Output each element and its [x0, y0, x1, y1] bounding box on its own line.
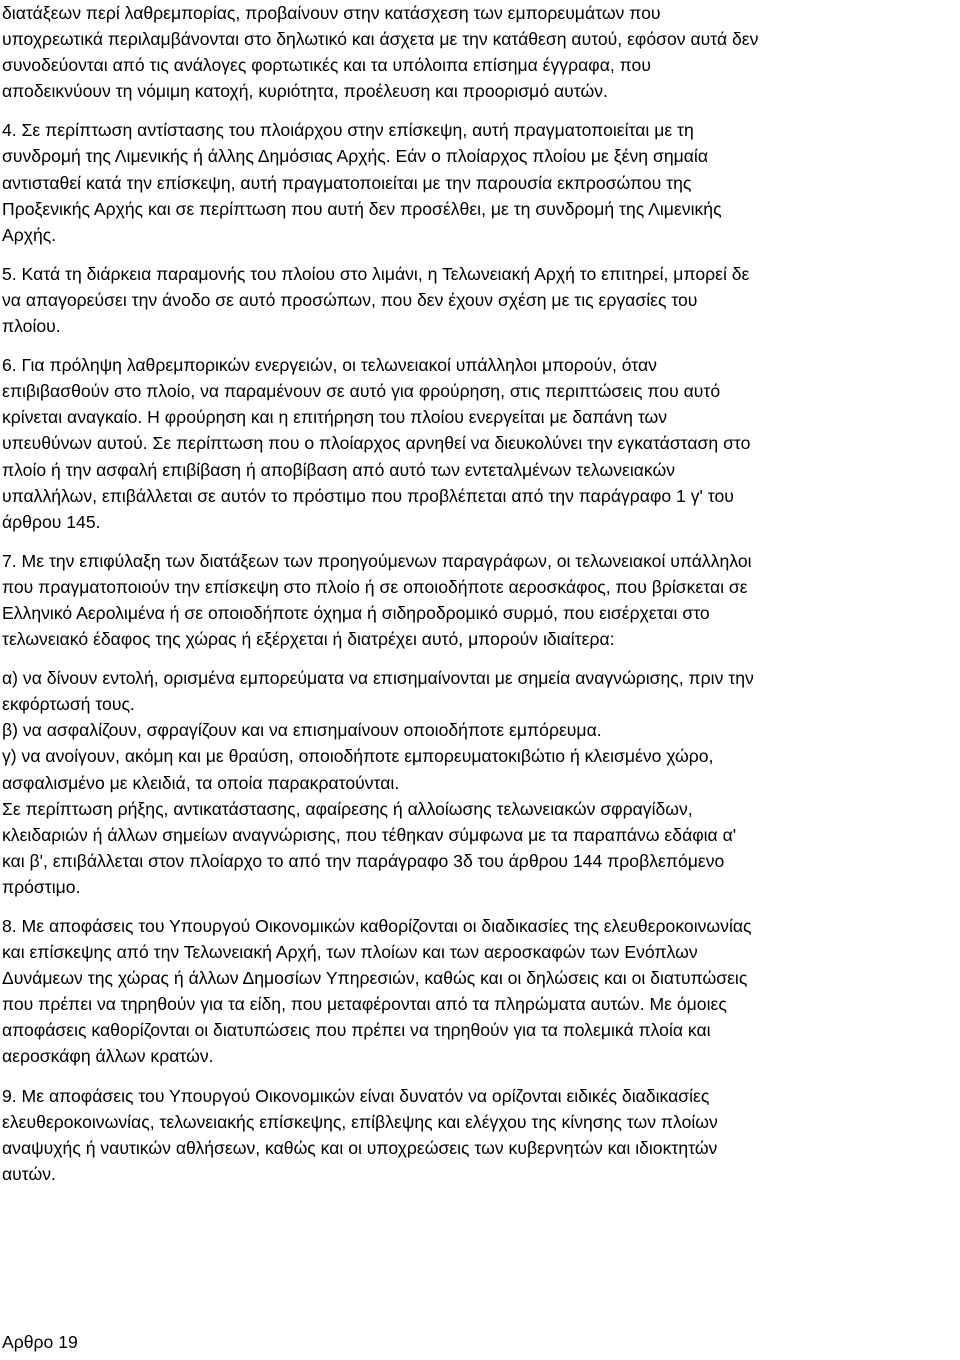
- paragraph-7: 7. Με την επιφύλαξη των διατάξεων των προηγούμενων παραγράφων, οι τελωνειακοί υπάλληλοι που πραγματοποιούν την επίσκεψη στο πλοίο ή σε οποιοδήποτε αεροσκάφος, που βρίσκεται σε Ελληνικό Αερολιμένα ή σε οποιοδήποτε όχημα ή σιδηροδρομικό συρμό, που εισέρχεται στο τελωνειακό έδαφος της χώρας ή εξέρχεται ή διατρέχει αυτό, μπορούν ιδιαίτερα:: [2, 550, 752, 650]
- paragraph-8: 8. Με αποφάσεις του Υπουργού Οικονομικών καθορίζονται οι διαδικασίες της ελευθεροκοινωνίας και επίσκεψης από την Τελωνειακή Αρχή, των πλοίων και των αεροσκαφών των Ενόπλων Δυνάμεων της χώρας ή άλλων Δημοσίων Υπηρεσιών, καθώς και οι δηλώσεις και οι διατυπώσεις που πρέπει να τηρηθούν για τα είδη, που μεταφέρονται από τα πληρώματα αυτών. Με όμοιες αποφάσεις καθορίζονται οι διατυπώσεις που πρέπει να τηρηθούν για τα πολεμικά πλοία και αεροσκάφη άλλων κρατών.: [2, 916, 752, 1067]
- paragraph-gap: [2, 900, 958, 913]
- paragraph-gap: [2, 248, 958, 261]
- document-page: [2, 0, 958, 1352]
- paragraph-gap: [2, 535, 958, 548]
- paragraph-4: 4. Σε περίπτωση αντίστασης του πλοιάρχου στην επίσκεψη, αυτή πραγματοποιείται με τη συνδρομή της Λιμενικής ή άλλης Δημόσιας Αρχής. Εάν ο πλοίαρχος πλοίου με ξένη σημαία αντισταθεί κατά την επίσκεψη, αυτή πραγματοποιείται με την παρουσία εκπροσώπου της Προξενικής Αρχής και σε περίπτωση που αυτή δεν προσέλθει, με τη συνδρομή της Λιμενικής Αρχής.: [2, 120, 722, 245]
- paragraph-gap: [2, 104, 958, 117]
- paragraph-continuation: διατάξεων περί λαθρεμπορίας, προβαίνουν στην κατάσχεση των εμπορευμάτων που υποχρεωτικά περιλαμβάνονται στο δηλωτικό και άσχετα με την κατάθεση αυτού, εφόσον αυτά δεν συνοδεύονται από τις ανάλογες φορτωτικές και τα υπόλοιπα επίσημα έγγραφα, που αποδεικνύουν τη νόμιμη κατοχή, κυριότητα, προέλευση και προορισμό αυτών.: [2, 3, 759, 102]
- paragraph-gap: [2, 339, 958, 352]
- paragraph-6: 6. Για πρόληψη λαθρεμπορικών ενεργειών, οι τελωνειακοί υπάλληλοι μπορούν, όταν επιβιβασθούν στο πλοίο, να παραμένουν σε αυτό για φρούρηση, στις περιπτώσεις που αυτό κρίνεται αναγκαίο. Η φρούρηση και η επιτήρηση του πλοίου ενεργείται με δαπάνη των υπευθύνων αυτού. Σε περίπτωση που ο πλοίαρχος αρνηθεί να διευκολύνει την εγκατάσταση στο πλοίο ή την ασφαλή επιβίβαση ή αποβίβαση από αυτό των εντεταλμένων τελωνειακών υπαλλήλων, επιβάλλεται σε αυτόν το πρόστιμο που προβλέπεται από την παράγραφο 1 γ' του άρθρου 145.: [2, 355, 751, 532]
- paragraph-gap: [2, 1070, 958, 1083]
- paragraph-5: 5. Κατά τη διάρκεια παραμονής του πλοίου στο λιμάνι, η Τελωνειακή Αρχή το επιτηρεί, μπορεί δε να απαγορεύσει την άνοδο σε αυτό προσώπων, που δεν έχουν σχέση με τις εργασίες του πλοίου.: [2, 263, 750, 337]
- paragraph-gap: [2, 652, 958, 665]
- article-heading: Αρθρο 19: [2, 1332, 78, 1352]
- paragraph-7-subitems: α) να δίνουν εντολή, ορισμένα εμπορεύματα να επισημαίνονται με σημεία αναγνώρισης, πριν την εκφόρτωσή τους. β) να ασφαλίζουν, σφραγίζουν και να επισημαίνουν οποιοδήποτε εμπόρευμα. γ) να ανοίγουν, ακόμη και με θραύση, οποιοδήποτε εμπορευματοκιβώτιο ή κλεισμένο χώρο, ασφαλισμένο με κλειδιά, τα οποία παρακρατούνται. Σε περίπτωση ρήξης, αντικατάστασης, αφαίρεσης ή αλλοίωσης τελωνειακών σφραγίδων, κλειδαριών ή άλλων σημείων αναγνώρισης, που τέθηκαν σύμφωνα με τα παραπάνω εδάφια α' και β', επιβάλλεται στον πλοίαρχο το από την παράγραφο 3δ του άρθρου 144 προβλεπόμενο πρόστιμο.: [2, 668, 754, 897]
- paragraph-9: 9. Με αποφάσεις του Υπουργού Οικονομικών είναι δυνατόν να ορίζονται ειδικές διαδικασίες ελευθεροκοινωνίας, τελωνειακής επίσκεψης, επίβλεψης και ελέγχου της κίνησης των πλοίων αναψυχής ή ναυτικών αθλήσεων, καθώς και οι υποχρεώσεις των κυβερνητών και ιδιοκτητών αυτών.: [2, 1085, 718, 1184]
